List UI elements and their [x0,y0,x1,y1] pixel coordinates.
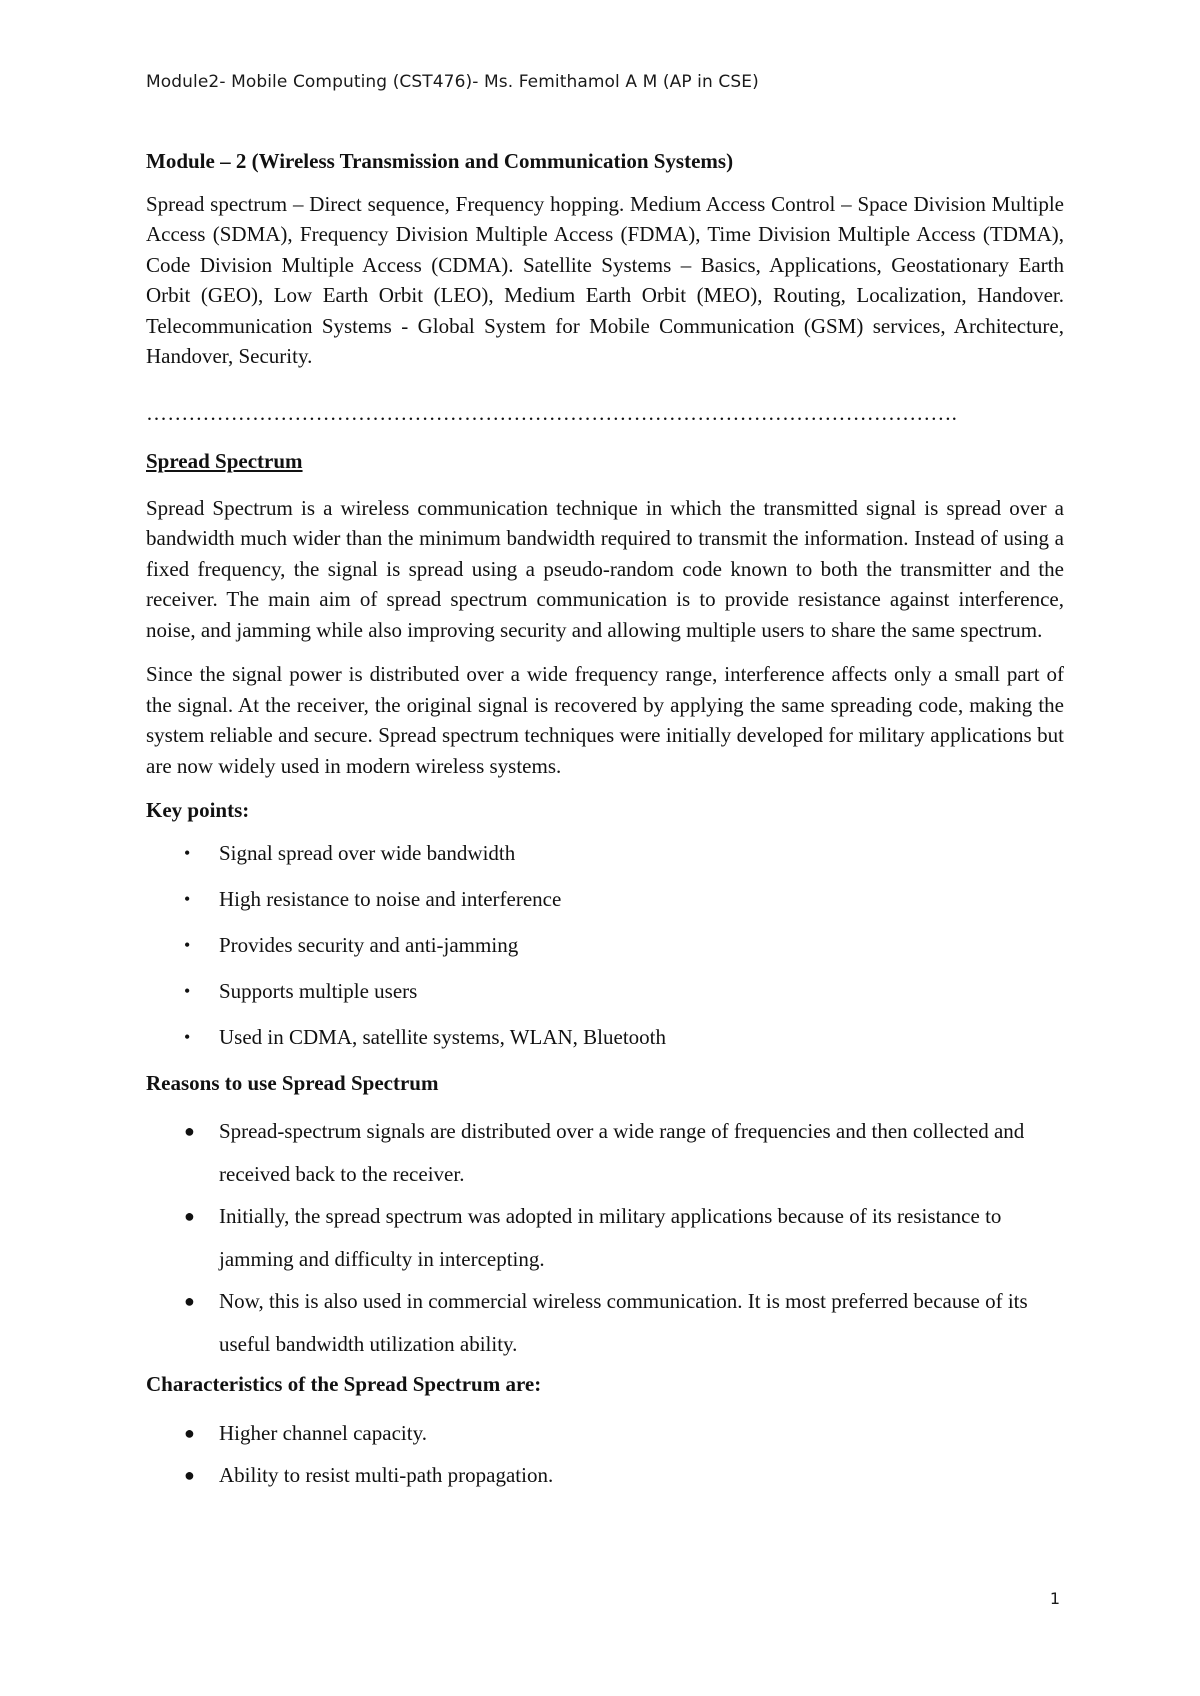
bullet-icon: • [184,888,191,909]
bullet-icon: • [184,980,191,1001]
module-title: Module – 2 (Wireless Transmission and Communication Systems) [146,149,734,173]
running-header: Module2- Mobile Computing (CST476)- Ms. Femithamol A M (AP in CSE) [146,72,759,92]
list-item [146,1454,1064,1497]
list-item-text: Ability to resist multi-path propagation. [219,1463,554,1487]
characteristics-list [146,1412,1064,1497]
list-item-text: Now, this is also used in commercial wireless communication. It is most preferred because of its useful bandwidth utilization ability. [219,1289,1028,1356]
characteristics-heading: Characteristics of the Spread Spectrum are: [146,1372,542,1396]
list-item-text: Provides security and anti-jamming [219,932,519,957]
list-item-text: Spread-spectrum signals are distributed over a wide range of frequencies and then collected and received back to the receiver. [219,1119,1025,1186]
intro-paragraph: Spread Spectrum is a wireless communication technique in which the transmitted signal is spread over a bandwidth much wider than the minimum bandwidth required to transmit the information. Instead of using a fixed frequency, the signal is spread using a pseudo-random code known to both the transmitter and the receiver. The main aim of spread spectrum communication is to provide resistance against interference, noise, and jamming while also improving security and allowing multiple users to share the same spectrum. [146,495,1064,642]
list-item [146,1022,1064,1053]
bullet-icon: ● [184,1291,195,1311]
list-item-text: Signal spread over wide bandwidth [219,840,516,865]
section-title-spread-spectrum: Spread Spectrum [146,449,303,473]
bullet-icon: ● [184,1121,195,1141]
bullet-icon: • [184,934,191,955]
list-item-text: Initially, the spread spectrum was adopted in military applications because of its resistance to jamming and difficulty in intercepting. [219,1204,1002,1271]
section-separator: ……………………………………………………………………………………………………. [146,400,958,425]
list-item [146,884,1064,915]
reasons-list [146,1110,1064,1365]
page-number: 1 [1049,1589,1060,1608]
syllabus-paragraph: Spread spectrum – Direct sequence, Frequency hopping. Medium Access Control – Space Division Multiple Access (SDMA), Frequency Division Multiple Access (FDMA), Time Division Multiple Access (TDMA), Code Division Multiple Access (CDMA). Satellite Systems – Basics, Applications, Geostationary Earth Orbit (GEO), Low Earth Orbit (LEO), Medium Earth Orbit (MEO), Routing, Localization, Handover. Telecommunication Systems - Global System for Mobile Communication (GSM) services, Architecture, Handover, Security. [146,191,1064,368]
list-item [146,1412,1064,1455]
bullet-icon: • [184,1026,191,1047]
list-item-text: Used in CDMA, satellite systems, WLAN, Bluetooth [219,1024,666,1049]
list-item-text: Supports multiple users [219,978,418,1003]
list-item [146,1110,1064,1195]
second-paragraph: Since the signal power is distributed over a wide frequency range, interference affects only a small part of the signal. At the receiver, the original signal is recovered by applying the same spreading code, making the system reliable and secure. Spread spectrum techniques were initially developed for military applications but are now widely used in modern wireless systems. [146,662,1064,778]
list-item [146,930,1064,961]
list-item [146,838,1064,869]
list-item [146,1280,1064,1365]
list-item-text: Higher channel capacity. [219,1420,427,1445]
list-item [146,1195,1064,1280]
bullet-icon: • [184,842,191,863]
list-item [146,976,1064,1007]
key-points-heading: Key points: [146,798,250,822]
reasons-heading: Reasons to use Spread Spectrum [146,1070,439,1095]
key-points-list [146,838,1064,1053]
bullet-icon: ● [184,1206,195,1226]
list-item-text: High resistance to noise and interference [219,886,562,911]
page-content [146,146,1064,1497]
bullet-icon: ● [184,1465,195,1485]
bullet-icon: ● [184,1422,195,1443]
